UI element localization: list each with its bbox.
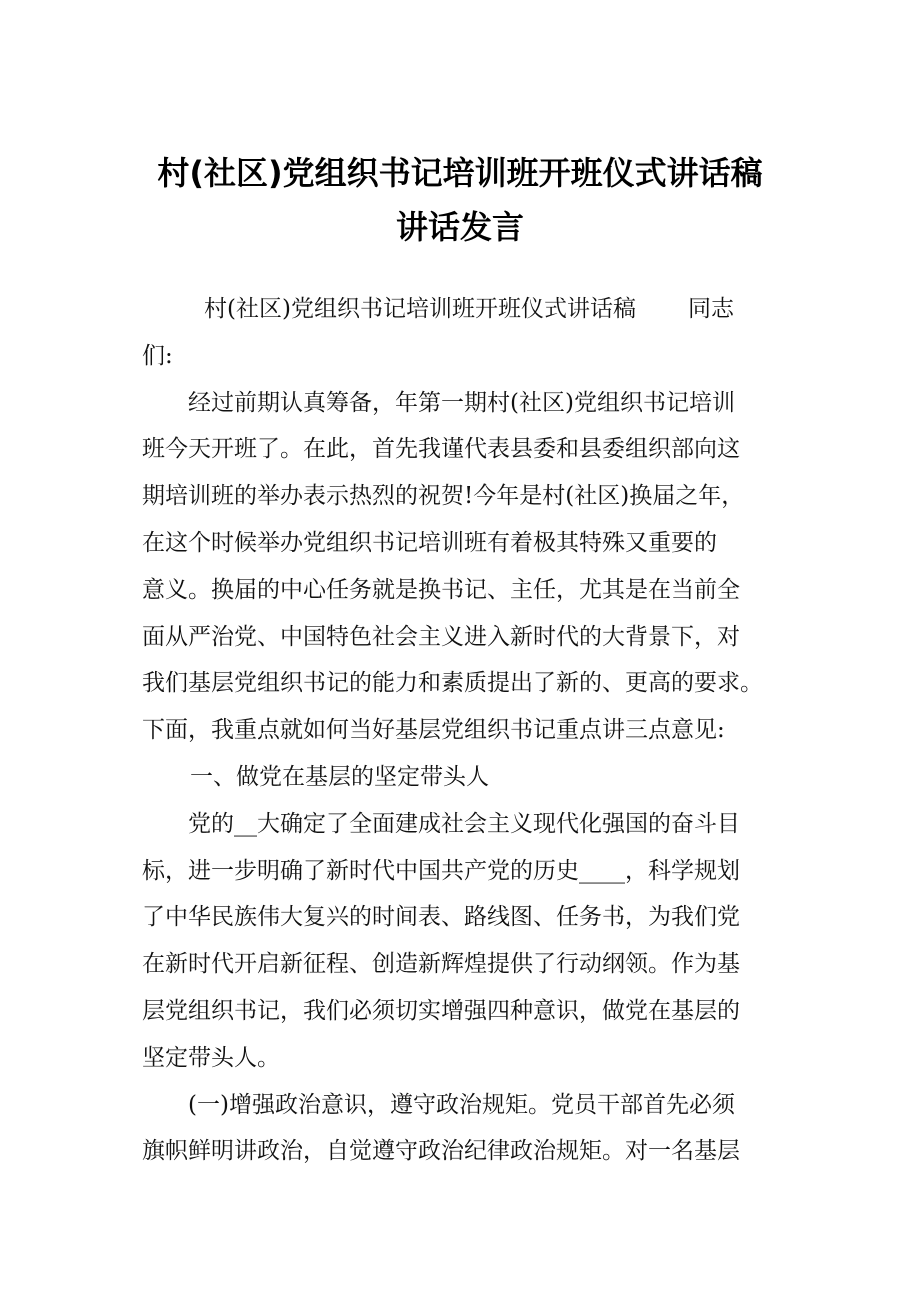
intro-greeting-start: 同志 [687, 296, 734, 322]
section-line: 标，进一步明确了新时代中国共产党的历史____，科学规划 [142, 857, 740, 884]
section-line: 坚定带头人。 [142, 1044, 280, 1071]
subsection-line: 旗帜鲜明讲政治，自觉遵守政治纪律政治规矩。对一名基层 [142, 1138, 740, 1165]
paragraph-line: 下面，我重点就如何当好基层党组织书记重点讲三点意见: [142, 717, 725, 744]
section-heading: 一、做党在基层的坚定带头人 [190, 763, 489, 790]
intro-greeting-end: 们: [142, 342, 173, 369]
document-title [120, 146, 800, 254]
section-line: 在新时代开启新征程、创造新辉煌提供了行动纲领。作为基 [142, 951, 740, 978]
intro-line [142, 286, 782, 333]
section-line: 党的__大确定了全面建成社会主义现代化强国的奋斗目 [142, 810, 740, 837]
title-line-1: 村(社区)党组织书记培训班开班仪式讲话稿 [157, 154, 763, 192]
paragraph-line: 在这个时候举办党组织书记培训班有着极其特殊又重要的 [142, 529, 717, 556]
paragraph-line: 班今天开班了。在此，首先我谨代表县委和县委组织部向这 [142, 436, 740, 463]
paragraph-line: 面从严治党、中国特色社会主义进入新时代的大背景下，对 [142, 623, 740, 650]
section-line: 层党组织书记，我们必须切实增强四种意识，做党在基层的 [142, 997, 740, 1024]
paragraph-line: 期培训班的举办表示热烈的祝贺!今年是村(社区)换届之年， [142, 483, 745, 510]
document-body [142, 286, 782, 1175]
subsection-line: (一)增强政治意识，遵守政治规矩。党员干部首先必须 [142, 1091, 735, 1118]
paragraph-line: 我们基层党组织书记的能力和素质提出了新的、更高的要求。 [142, 670, 763, 697]
section-line: 了中华民族伟大复兴的时间表、路线图、任务书，为我们党 [142, 904, 740, 931]
title-line-2: 讲话发言 [395, 208, 524, 246]
intro-doc-name: 村(社区)党组织书记培训班开班仪式讲话稿 [204, 296, 636, 322]
paragraph-line: 意义。换届的中心任务就是换书记、主任，尤其是在当前全 [142, 576, 740, 603]
paragraph-line: 经过前期认真筹备，年第一期村(社区)党组织书记培训 [142, 389, 735, 416]
